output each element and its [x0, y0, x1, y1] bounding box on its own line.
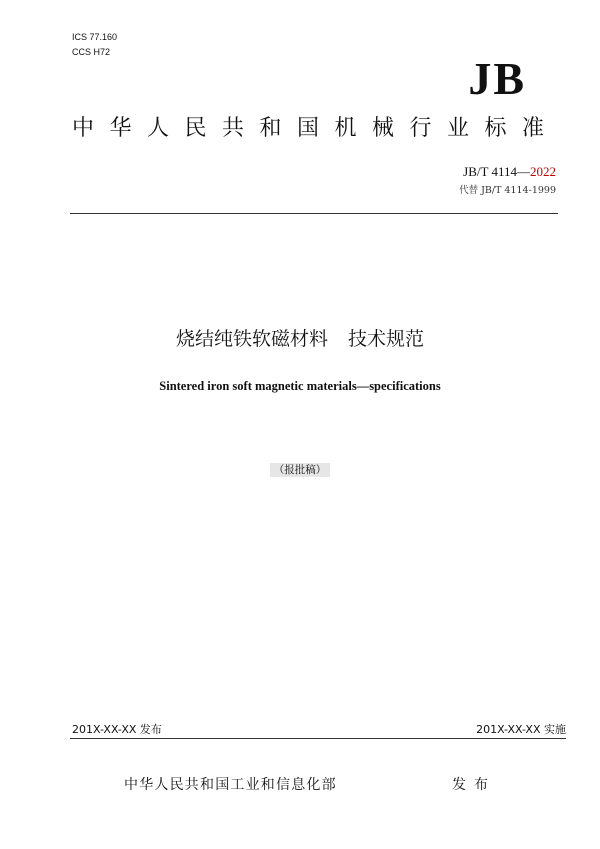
standard-number-year: 2022 [530, 164, 556, 179]
issuing-authority: 中华人民共和国工业和信息化部 [124, 777, 337, 793]
issue-date: 201X-XX-XX 发布 [72, 723, 162, 736]
standard-number-prefix: JB/T 4114— [463, 164, 530, 179]
publish-label: 发布 [452, 777, 496, 793]
draft-status-label: （报批稿） [270, 463, 331, 477]
title-cn-part1: 烧结纯铁软磁材料 [175, 328, 328, 350]
draft-status [0, 462, 600, 477]
jb-logo: JB [468, 53, 526, 104]
ics-code: ICS 77.160 [72, 32, 118, 42]
replaces-standard: 代替 JB/T 4114-1999 [459, 185, 556, 196]
title-cn-part2: 技术规范 [348, 328, 425, 350]
document-title-en: Sintered iron soft magnetic materials—specifications [159, 379, 441, 393]
ccs-code: CCS H72 [72, 47, 111, 57]
standard-category-title: 中华人民共和国机械行业标准 [72, 116, 560, 141]
standard-number [463, 164, 556, 180]
document-title-cn [0, 330, 600, 349]
implement-date: 201X-XX-XX 实施 [476, 723, 566, 736]
top-divider [70, 213, 558, 214]
bottom-divider [70, 738, 566, 739]
